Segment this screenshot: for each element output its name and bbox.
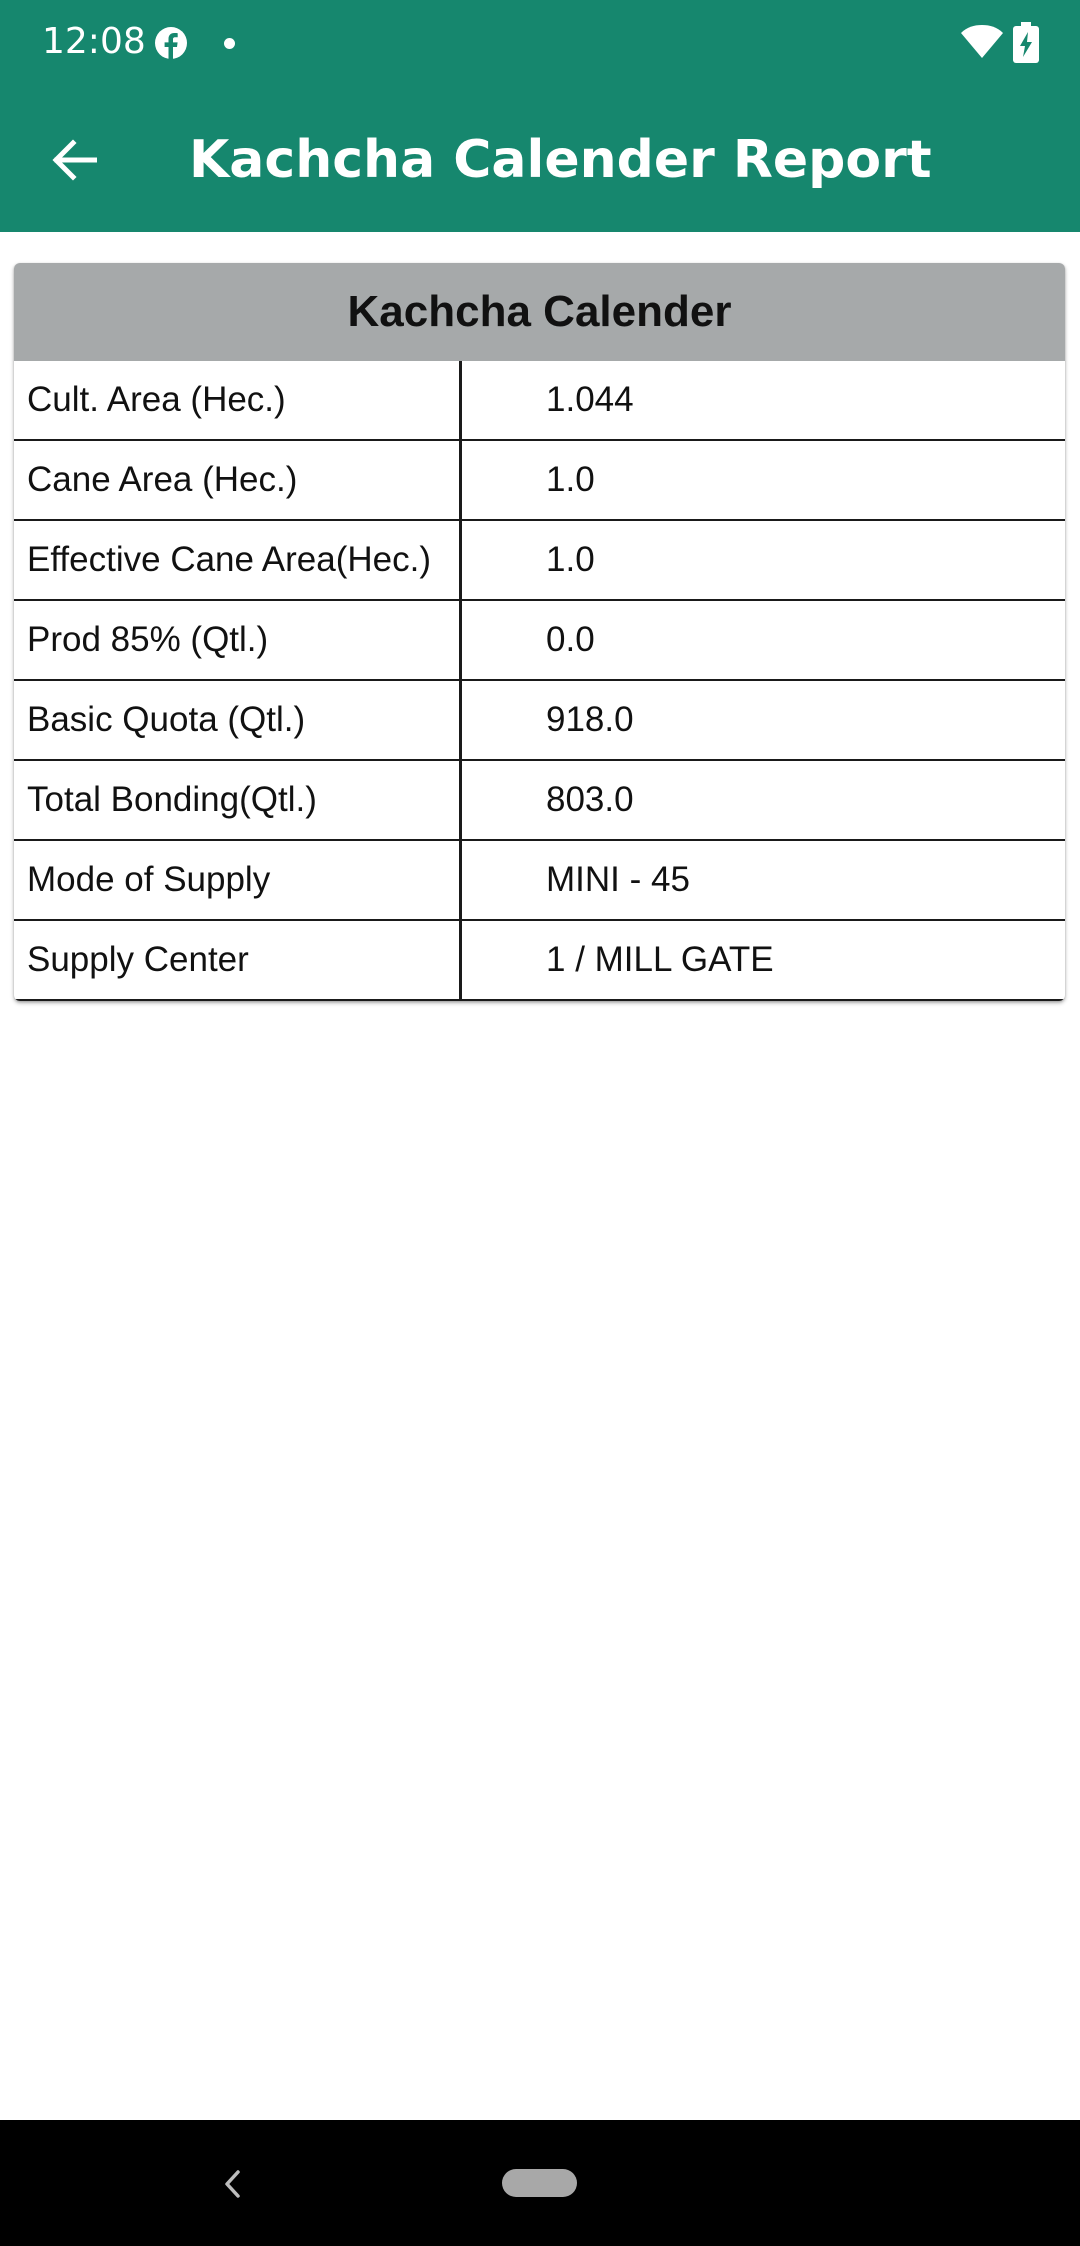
table-row bbox=[14, 840, 1065, 920]
row-value: 1.044 bbox=[461, 361, 1066, 440]
row-label: Supply Center bbox=[14, 920, 461, 1000]
row-value: 1.0 bbox=[461, 520, 1066, 600]
arrow-left-icon bbox=[51, 139, 97, 181]
table-row bbox=[14, 600, 1065, 680]
table-row bbox=[14, 440, 1065, 520]
nav-back-button[interactable] bbox=[212, 2164, 252, 2204]
home-pill-icon[interactable] bbox=[502, 2169, 577, 2197]
report-table bbox=[14, 361, 1065, 1001]
row-value: 1.0 bbox=[461, 440, 1066, 520]
row-label: Cult. Area (Hec.) bbox=[14, 361, 461, 440]
app-bar bbox=[0, 88, 1080, 232]
row-label: Prod 85% (Qtl.) bbox=[14, 600, 461, 680]
row-value: 1 / MILL GATE bbox=[461, 920, 1066, 1000]
card-header: Kachcha Calender bbox=[14, 263, 1065, 361]
notification-dot-icon bbox=[224, 38, 235, 49]
back-button[interactable] bbox=[28, 114, 120, 206]
table-row bbox=[14, 920, 1065, 1000]
table-row bbox=[14, 361, 1065, 440]
row-value: 0.0 bbox=[461, 600, 1066, 680]
row-value: 918.0 bbox=[461, 680, 1066, 760]
row-label: Mode of Supply bbox=[14, 840, 461, 920]
table-row bbox=[14, 760, 1065, 840]
table-row bbox=[14, 680, 1065, 760]
back-chevron-icon bbox=[222, 2169, 242, 2199]
facebook-icon bbox=[154, 26, 188, 60]
battery-charging-icon bbox=[1012, 22, 1040, 64]
row-label: Cane Area (Hec.) bbox=[14, 440, 461, 520]
row-value: 803.0 bbox=[461, 760, 1066, 840]
status-bar bbox=[0, 0, 1080, 88]
system-nav-bar bbox=[0, 2120, 1080, 2246]
row-label: Effective Cane Area(Hec.) bbox=[14, 520, 461, 600]
wifi-icon bbox=[960, 24, 1004, 60]
table-row bbox=[14, 520, 1065, 600]
page-title: Kachcha Calender Report bbox=[189, 130, 932, 190]
row-label: Basic Quota (Qtl.) bbox=[14, 680, 461, 760]
report-card bbox=[14, 263, 1065, 1001]
row-value: MINI - 45 bbox=[461, 840, 1066, 920]
row-label: Total Bonding(Qtl.) bbox=[14, 760, 461, 840]
status-time: 12:08 bbox=[42, 21, 146, 62]
